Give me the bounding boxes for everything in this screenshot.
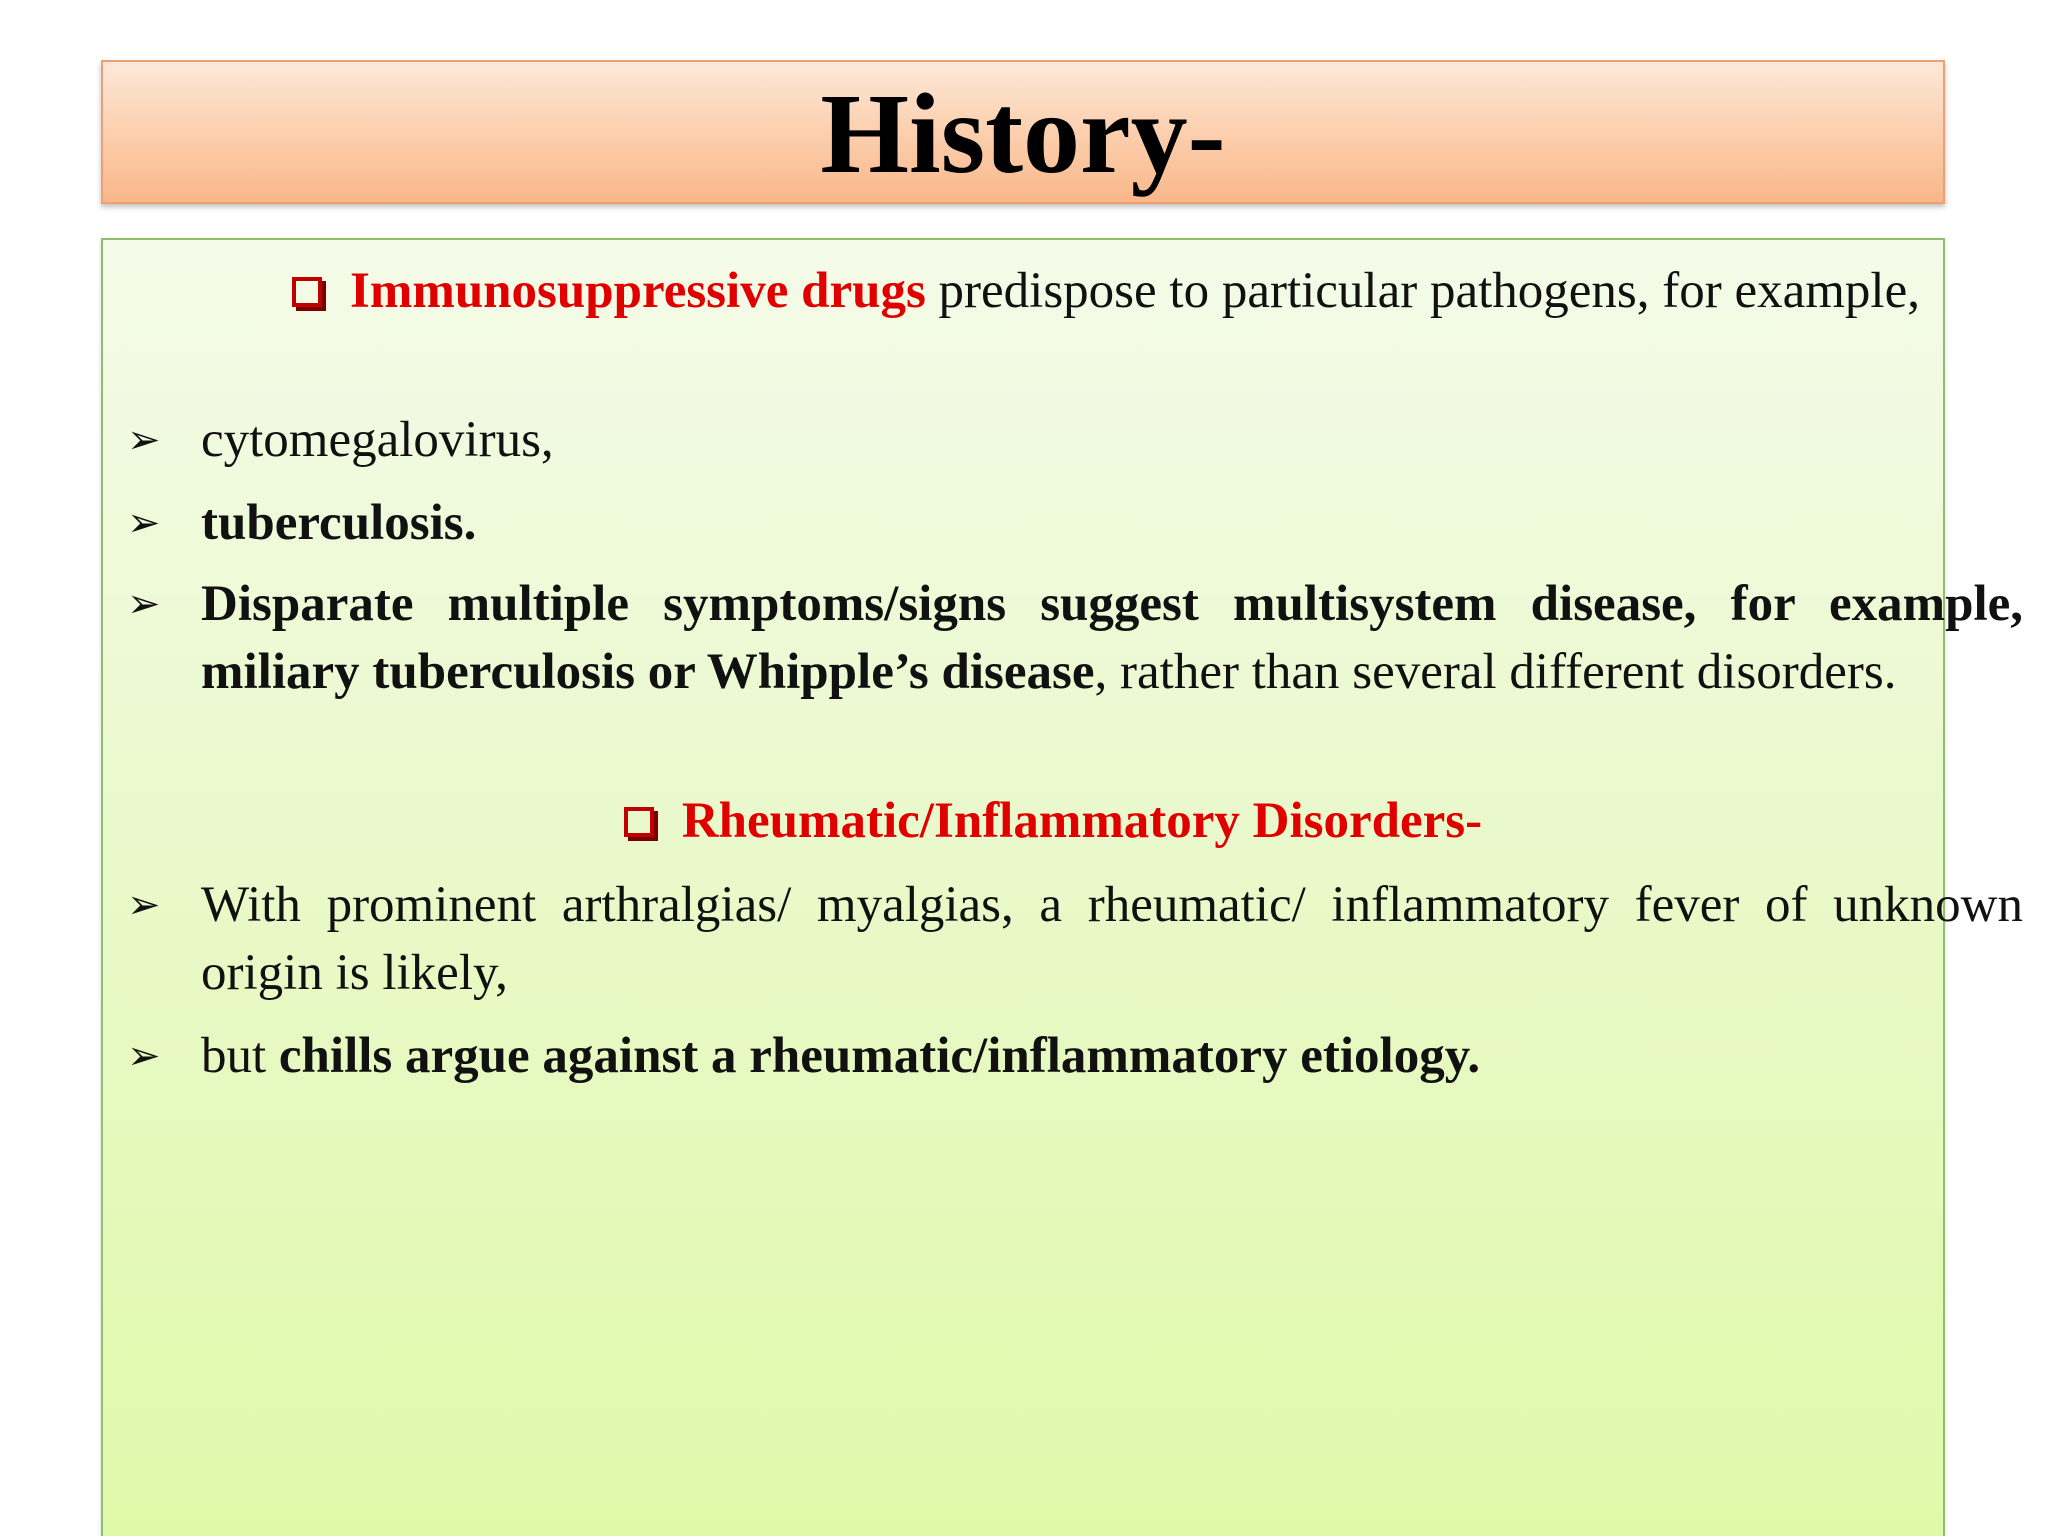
arrow-bullet-icon: ➢ [127, 417, 161, 463]
list-item [127, 570, 2023, 706]
title-banner [101, 60, 1945, 204]
section-text: predispose to particular pathogens, for example, [925, 263, 1920, 319]
bullet-text: , rather than several different disorders. [1094, 644, 1897, 700]
checkbox-icon [624, 807, 654, 837]
content-panel [101, 238, 2023, 1536]
checkbox-icon [292, 277, 322, 307]
arrow-bullet-icon: ➢ [127, 1033, 161, 1079]
section-heading-rheumatic [13, 787, 2048, 855]
section-label: Immunosuppressive drugs [350, 263, 926, 319]
bullet-text: but [201, 1028, 279, 1084]
bullet-text: With prominent arthralgias/ myalgias, a rheumatic/ inflammatory fever of unknown origin is likely, [201, 877, 2023, 1001]
list-item [127, 1022, 2023, 1090]
list-item [127, 406, 2023, 474]
bullet-text-bold: tuberculosis. [201, 495, 477, 551]
arrow-bullet-icon: ➢ [127, 581, 161, 627]
list-item [127, 871, 2023, 1007]
bullet-text-bold: chills argue against a rheumatic/inflammatory etiology. [278, 1028, 1481, 1084]
section-heading-immunosuppressive [281, 257, 1931, 325]
bullet-text: cytomegalovirus, [201, 412, 554, 468]
arrow-bullet-icon: ➢ [127, 882, 161, 928]
bullet-text-bold: Disparate multiple symptoms/signs suggest multisystem disease, for example, miliary tuberculosis or Whipple’s disease [201, 576, 2023, 700]
page-title: History- [820, 70, 1226, 197]
arrow-bullet-icon: ➢ [127, 500, 161, 546]
section-label: Rheumatic/Inflammatory Disorders- [681, 793, 1483, 849]
list-item [127, 489, 2023, 557]
